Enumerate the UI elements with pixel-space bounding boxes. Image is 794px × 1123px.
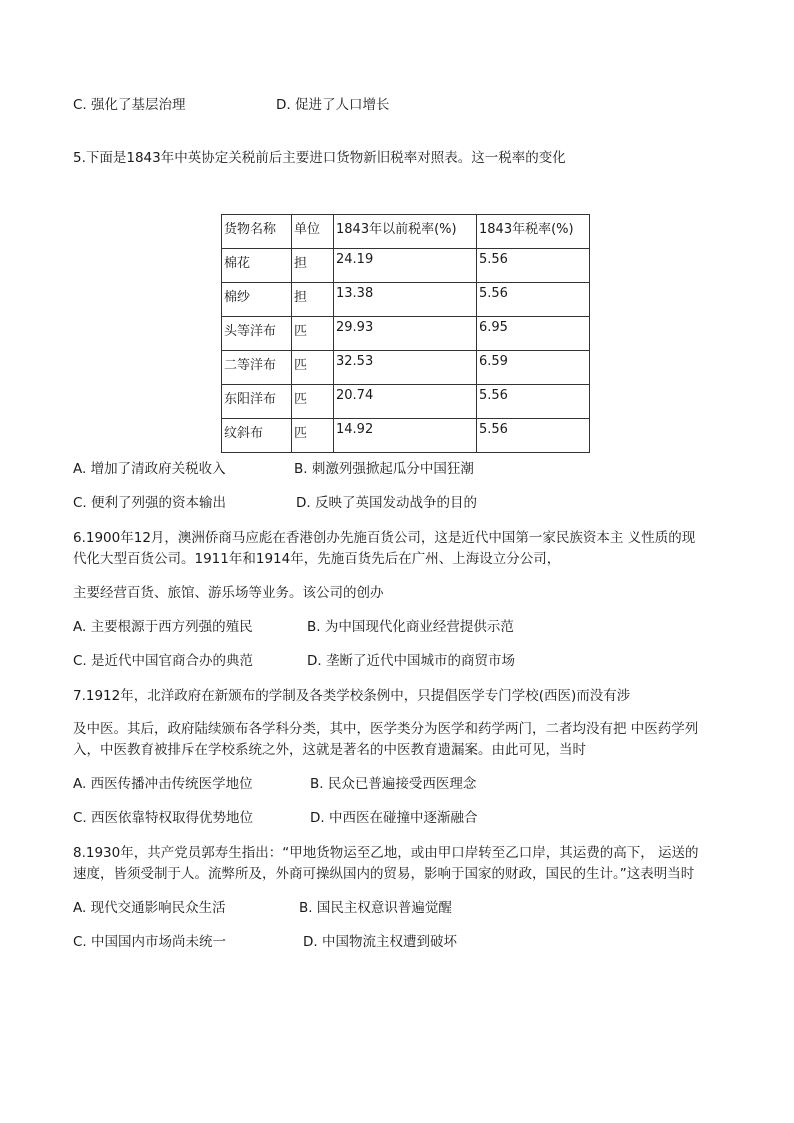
table-cell: 担 <box>292 283 334 317</box>
q6-stem-line-3: 主要经营百货、旅馆、游乐场等业务。该公司的创办 <box>73 585 384 601</box>
table-cell: 匹 <box>292 385 334 419</box>
table-row <box>222 419 590 453</box>
table-cell: 32.53 <box>334 351 477 385</box>
table-row <box>222 351 590 385</box>
table-cell: 纹斜布 <box>222 419 292 453</box>
q4-option-d: D. 促进了人口增长 <box>276 97 390 113</box>
table-cell: 20.74 <box>334 385 477 419</box>
q7-option-c: C. 西医依靠特权取得优势地位 <box>73 810 254 826</box>
tariff-table <box>221 214 590 453</box>
table-header-cell: 1843年税率(%) <box>477 215 590 249</box>
q5-option-c: C. 便利了列强的资本输出 <box>73 495 227 511</box>
table-cell: 头等洋布 <box>222 317 292 351</box>
q4-option-c: C. 强化了基层治理 <box>73 97 186 113</box>
table-cell: 6.95 <box>477 317 590 351</box>
q8-stem-line-1: 8.1930年，共产党员郭寿生指出：“甲地货物运至乙地，或由甲口岸转至乙口岸，其运费的高下， 运送的 <box>73 845 699 861</box>
table-row <box>222 283 590 317</box>
q8-option-b: B. 国民主权意识普遍觉醒 <box>299 900 452 916</box>
table-cell: 棉花 <box>222 249 292 283</box>
q8-option-a: A. 现代交通影响民众生活 <box>73 900 226 916</box>
q7-stem-line-1: 7.1912年，北洋政府在新颁布的学制及各类学校条例中，只提倡医学专门学校(西医)而没有涉 <box>73 688 631 704</box>
table-cell: 东阳洋布 <box>222 385 292 419</box>
q6-option-d: D. 垄断了近代中国城市的商贸市场 <box>307 653 515 669</box>
q8-option-d: D. 中国物流主权遭到破坏 <box>303 934 457 950</box>
table-header-row <box>222 215 590 249</box>
q6-option-a: A. 主要根源于西方列强的殖民 <box>73 619 253 635</box>
table-cell: 匹 <box>292 419 334 453</box>
table-cell: 13.38 <box>334 283 477 317</box>
q7-option-a: A. 西医传播冲击传统医学地位 <box>73 776 253 792</box>
table-cell: 5.56 <box>477 385 590 419</box>
q7-stem-line-2: 及中医。其后，政府陆续颁布各学科分类，其中，医学类分为医学和药学两门，二者均没有把 中医药学列 <box>73 721 699 737</box>
q5-option-d: D. 反映了英国发动战争的目的 <box>296 495 477 511</box>
table-row <box>222 385 590 419</box>
q5-option-a: A. 增加了清政府关税收入 <box>73 461 226 477</box>
q5-option-b: B. 刺激列强掀起瓜分中国狂潮 <box>294 461 474 477</box>
q7-option-b: B. 民众已普遍接受西医理念 <box>310 776 477 792</box>
table-cell: 5.56 <box>477 249 590 283</box>
table-row <box>222 249 590 283</box>
table-cell: 5.56 <box>477 419 590 453</box>
q6-stem-line-1: 6.1900年12月，澳洲侨商马应彪在香港创办先施百货公司，这是近代中国第一家民族资本主 义性质的现 <box>73 530 696 546</box>
table-cell: 29.93 <box>334 317 477 351</box>
table-cell: 6.59 <box>477 351 590 385</box>
q6-stem-line-2: 代化大型百货公司。1911年和1914年，先施百货先后在广州、上海设立分公司， <box>73 551 561 567</box>
q7-stem-line-3: 入，中医教育被排斥在学校系统之外，这就是著名的中医教育遗漏案。由此可见，当时 <box>73 742 586 758</box>
table-cell: 匹 <box>292 317 334 351</box>
table-header-cell: 货物名称 <box>222 215 292 249</box>
q7-option-d: D. 中西医在碰撞中逐渐融合 <box>310 810 478 826</box>
q6-option-c: C. 是近代中国官商合办的典范 <box>73 653 254 669</box>
table-cell: 担 <box>292 249 334 283</box>
table-header-cell: 1843年以前税率(%) <box>334 215 477 249</box>
table-cell: 14.92 <box>334 419 477 453</box>
table-cell: 5.56 <box>477 283 590 317</box>
q5-stem: 5.下面是1843年中英协定关税前后主要进口货物新旧税率对照表。这一税率的变化 <box>73 150 566 166</box>
table-row <box>222 317 590 351</box>
q8-stem-line-2: 速度，皆须受制于人。流弊所及，外商可操纵国内的贸易，影响于国家的财政，国民的生计。”这表明当时 <box>73 866 695 882</box>
table-cell: 二等洋布 <box>222 351 292 385</box>
table-cell: 匹 <box>292 351 334 385</box>
q6-option-b: B. 为中国现代化商业经营提供示范 <box>307 619 514 635</box>
q8-option-c: C. 中国国内市场尚未统一 <box>73 934 227 950</box>
table-cell: 棉纱 <box>222 283 292 317</box>
table-header-cell: 单位 <box>292 215 334 249</box>
table-cell: 24.19 <box>334 249 477 283</box>
